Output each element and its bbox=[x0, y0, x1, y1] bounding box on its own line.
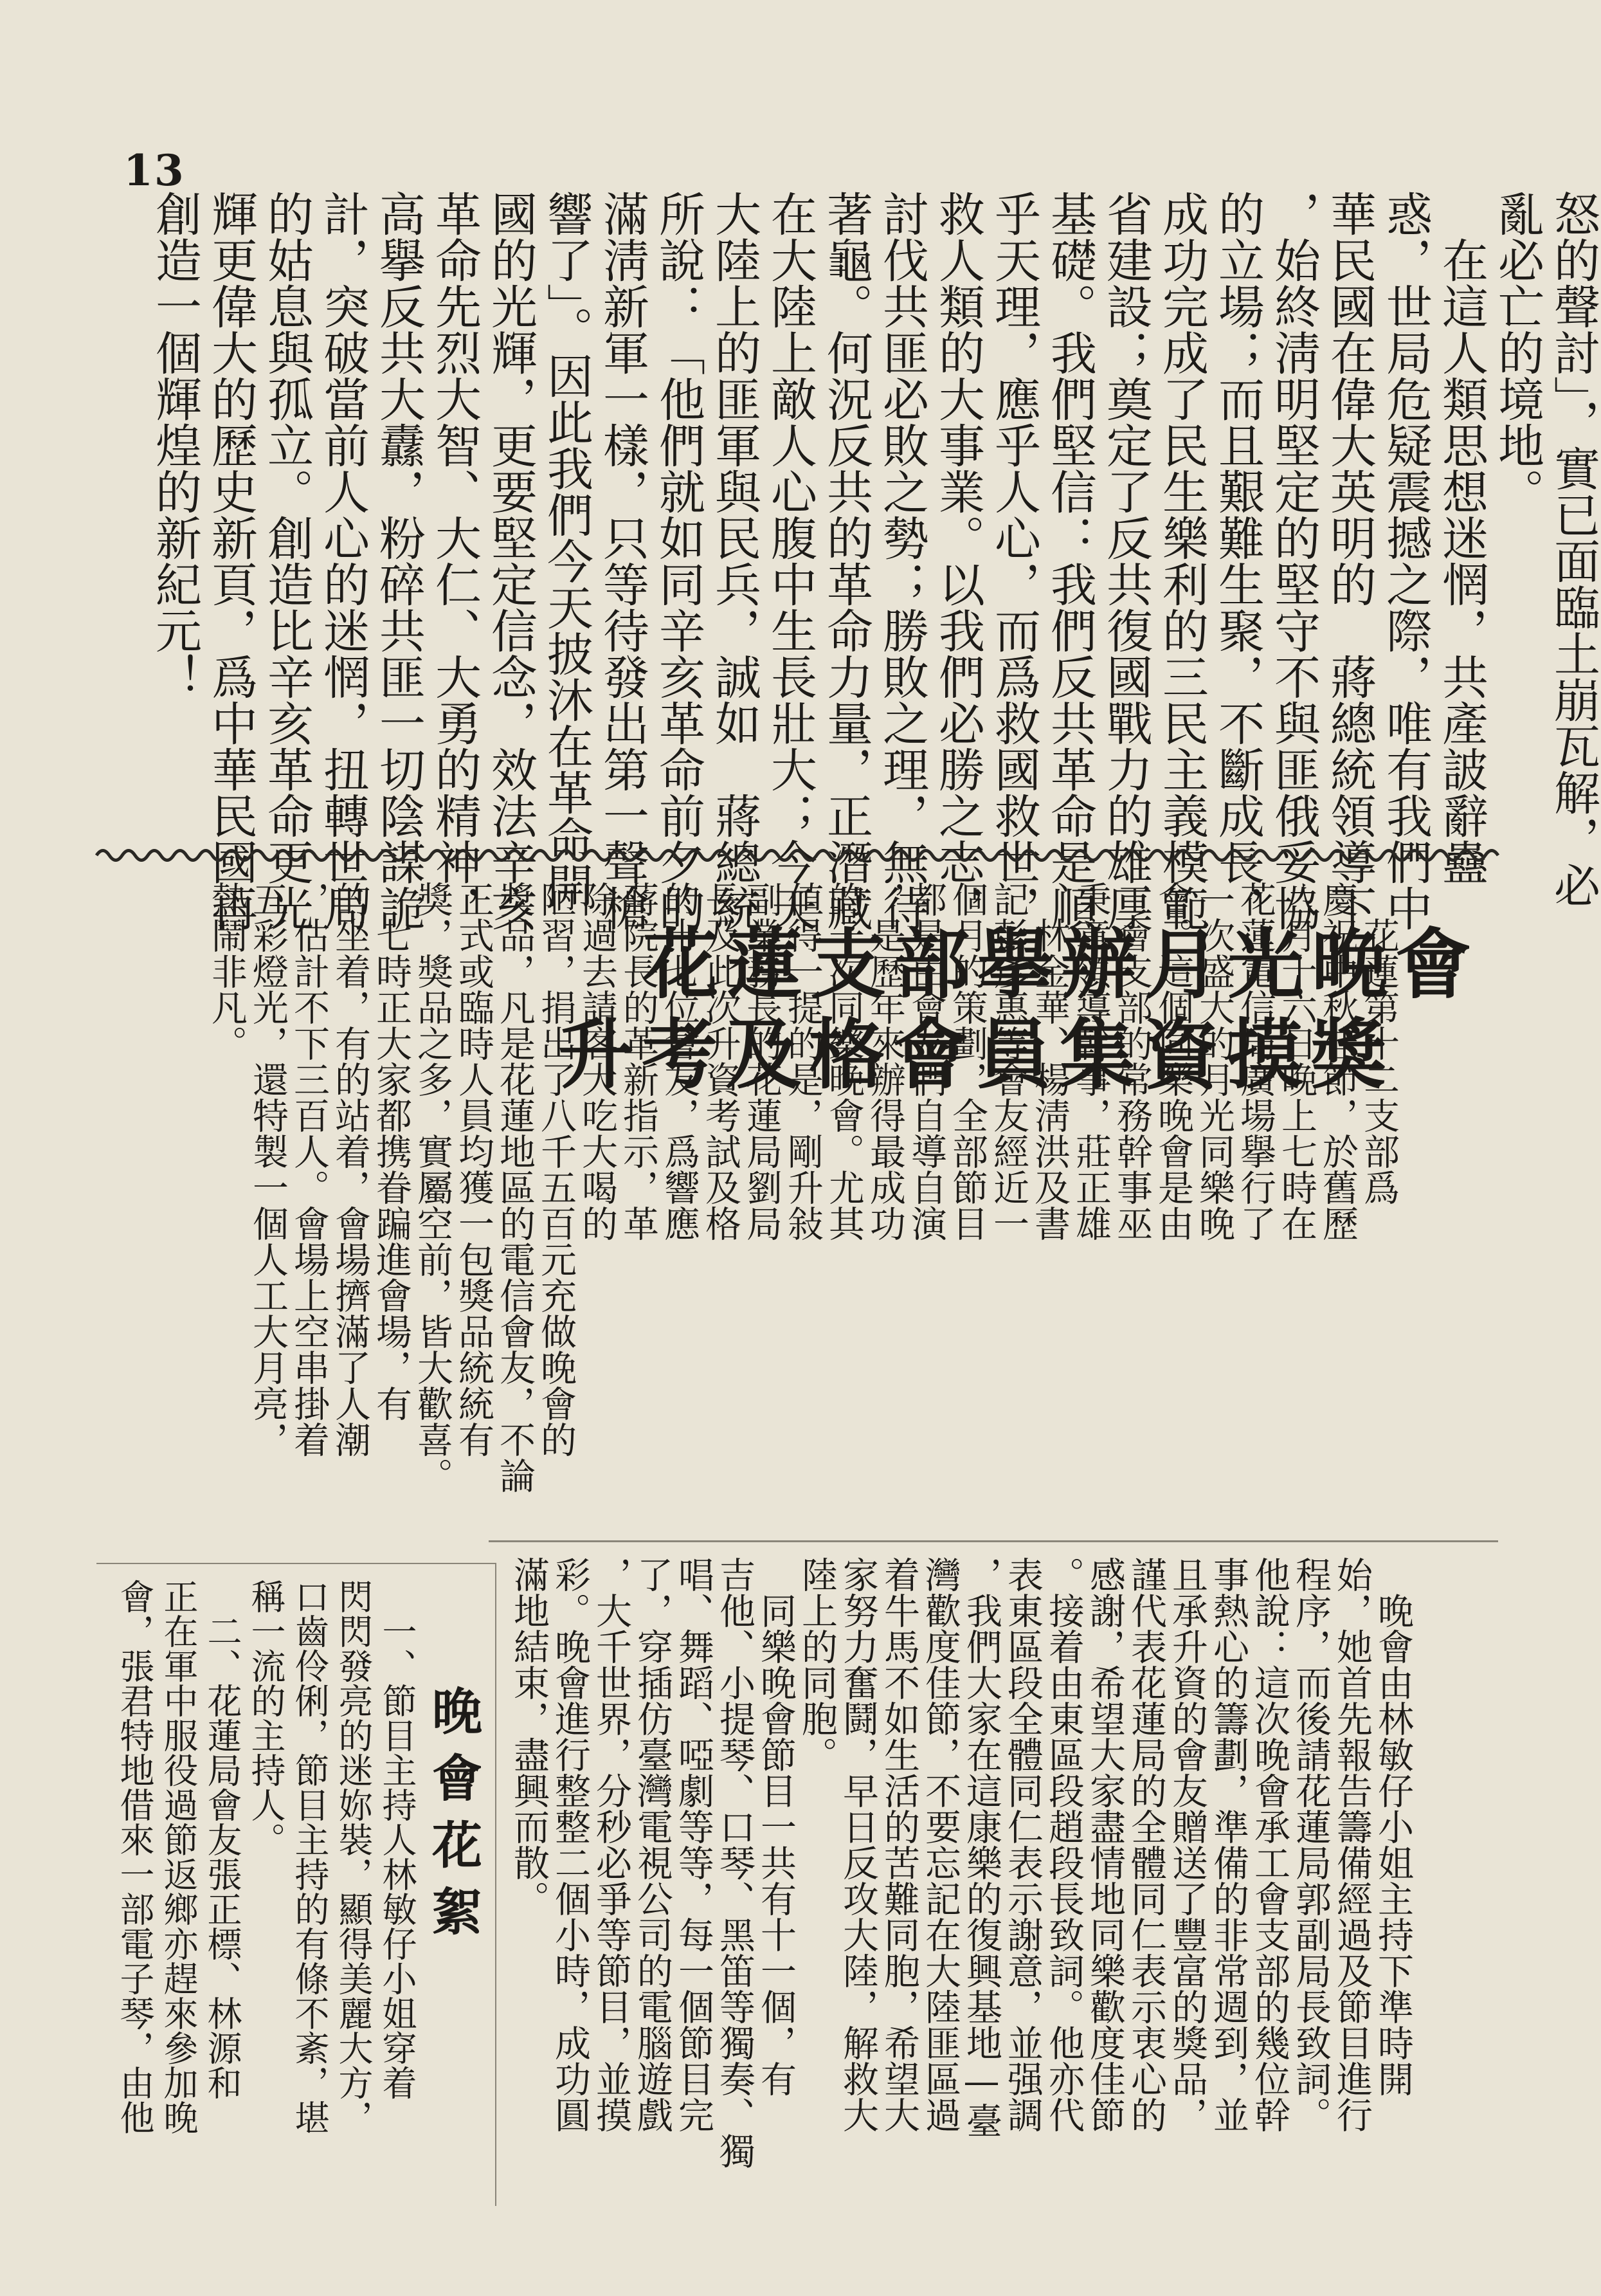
sidebar-box-top bbox=[96, 1563, 495, 1564]
sidebar-title: 晚會花絮 bbox=[424, 1685, 482, 1953]
headline-line2: 升考及格會員集資摸獎 bbox=[558, 1010, 1395, 1099]
article-body-part2: 晚會由林敏仔小姐主持下準時開 始，她首先報告籌備經過及節目進行 程序，而後請花蓮局郭副局長致詞。 他說：這次晚會承工會支部的幾位幹 事熱心的籌劃，準備的非常週到，並 且承升資的會友贈送了豐富的獎品， 謹代表花蓮局的全體同仁表示衷心的 感謝，希望大家盡情地同樂歡度佳節 。接着由東區段趙段長致詞。他亦代 表東區段全體同仁表示謝意，並强調 ，我們大家在這康樂的復興基地—臺 灣歡度佳節，不要忘記在大陸匪區過 着牛馬不如生活的苦難同胞，希望大 家努力奮鬪，早日反攻大陸，解救大 陸上的同胞。 同樂晚會節目一共有十一個，有 吉他、小提琴、口琴、黑笛等獨奏、獨 唱、舞蹈、啞劇等等，每一個節目完 了，穿插仿臺灣電視公司的電腦遊戲 ，大千世界，分秒必爭等節目，並摸 彩。晚會進行整整二個小時，成功圓 滿地結束，盡興而散。 bbox=[508, 1556, 1414, 2169]
sidebar-box-right bbox=[495, 1563, 496, 2206]
wavy-divider bbox=[96, 843, 1498, 868]
page-number: 13 bbox=[123, 145, 185, 196]
top-section-text: 怒的聲討」，實已面臨土崩瓦解，必 亂必亡的境地。 在這人類思想迷惘，共產詖辭蠱 惑，世局危疑震撼之際，唯有我們中 華民國在偉大英明的 蔣總統領導下 ，始終淸明堅定的堅守不與匪俄妥協 的立場；而且艱難生聚，不斷成長， 成功完成了民生樂利的三民主義模範 省建設；奠定了反共復國戰力的雄厚 基礎。我們堅信：我們反共革命是順 乎天理，應乎人心，而爲救國救世， 救人類的大事業。以我們必勝之志， 討伐共匪必敗之勢；勝敗之理，無待 著龜。何況反共的革命力量，正潛藏 在大陸上敵人心腹中生長壯大；今天 大陸上的匪軍與民兵，誠如 蔣總統 所說：「他們就如同辛亥革命前夕的 滿淸新軍一樣，只等待發出第一聲槍 響了」。因此我們今天披沐在革命開 國的光輝，更要堅定信念，效法辛亥 革命先烈大智、大仁、大勇的精神， 高擧反共大纛，粉碎共匪一切陰謀詭 計，突破當前人心的迷惘，扭轉世局 的姑息與孤立。創造比辛亥革命更光 輝更偉大的歷史新頁，爲中華民國再 創造一個輝煌的新紀元！ bbox=[148, 190, 1600, 931]
headline-line1: 花蓮支部擧辦月光晚會 bbox=[643, 920, 1479, 1009]
article-body-part1: 花蓮第十二支部爲 慶祝中秋佳節，於舊歷 八月十六日晚上七時在 花蓮電信局廣場擧行了 一次盛大的月光同樂晚 會。這個同樂晚會是由 工會支部的常務幹事巫 秉章領導幹事，莊正雄 、林金華、楊淸洪及書 記彭彥惠等會友經近一 個月的策劃，全部節目 都是由會友們自導自演 ，是歷年來辦得最成功 的一次同樂晚會。尤其 値得一提的是，剛升敍 副業務長的花蓮局劉局 長及此次升資考試及格 的十七位會友，爲響應 蔣院長的革新指示，革 除過去請客大吃大喝的 陋習，捐出了八千五百元充做晚會的 獎品，凡是花蓮地區的電信會友，不論 正式或臨時人員均獲一包獎品統統有 獎，獎品之多，實屬空前，皆大歡喜。 七時正大家都携眷蹁進會場，有 的坐着，有的站着，會場擠滿了人潮 ，估計不下三百人。會場上空串掛着 五彩燈光，還特製一個人工大月亮， 熱鬧非凡。 bbox=[206, 881, 1400, 1493]
section-rule bbox=[489, 1540, 1498, 1542]
sidebar-text: 一、節目主持人林敏仔小姐穿着 閃閃發亮的迷妳裝，顯得美麗大方， 口齒伶俐，節目主持的有條不紊，堪 稱一流的主持人。 二、花蓮局會友張正標、林源和 正在軍中服役過節返鄉亦趕來參加晚 會，張君特地借來一部電子琴，由他 bbox=[114, 1579, 417, 2135]
